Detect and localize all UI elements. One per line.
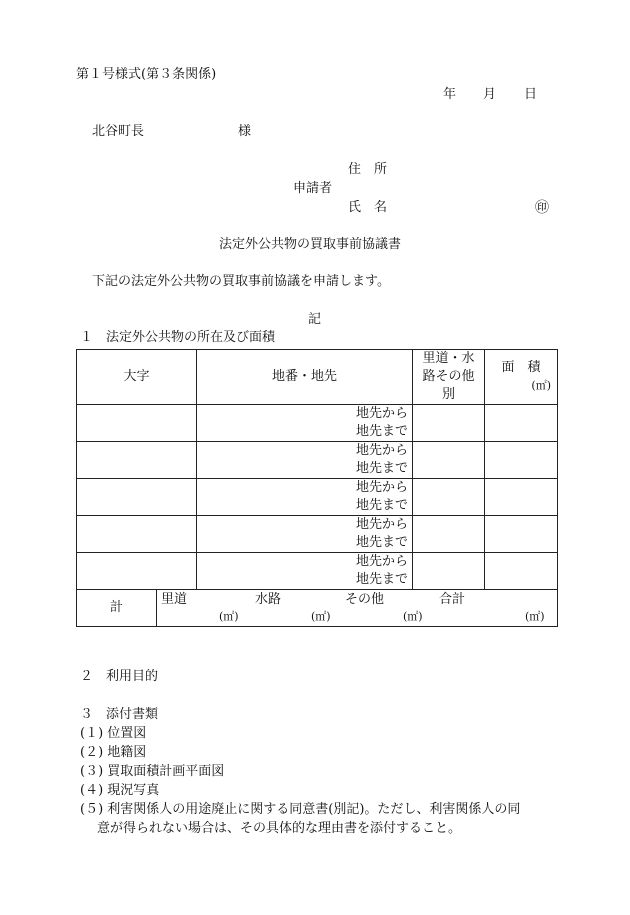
road-type-cell (413, 553, 485, 590)
applicant-label: 申請者 (293, 181, 333, 196)
area-unit: (㎡) (531, 379, 552, 392)
ki-label: 記 (308, 312, 322, 327)
document-intro: 下記の法定外公共物の買取事前協議を申請します。 (92, 274, 390, 289)
totals-satodo: 里道 (161, 592, 188, 607)
attachment-item: (１) 位置図 (80, 726, 147, 741)
table-row (77, 479, 558, 516)
chiban-cell (197, 479, 413, 516)
applicant-address-label: 住 所 (348, 162, 388, 177)
totals-suiro: 水路 (255, 592, 282, 607)
attachment-item: (２) 地籍図 (80, 745, 147, 760)
col-header-road-type (413, 350, 485, 405)
section2-heading: ２ 利用目的 (80, 669, 159, 684)
chiban-from: 地先から (356, 406, 409, 421)
addressee-name: 北谷町長 (92, 124, 145, 139)
section3-heading: ３ 添付書類 (80, 707, 159, 722)
chiban-cell (197, 442, 413, 479)
date-month: 月 (483, 87, 497, 102)
table-row (77, 405, 558, 442)
chiban-to: 地先まで (356, 498, 409, 513)
totals-cell (157, 590, 558, 627)
chiban-cell (197, 405, 413, 442)
totals-sonota: その他 (345, 592, 385, 607)
aza-cell (77, 479, 197, 516)
chiban-from: 地先から (356, 443, 409, 458)
road-type-cell (413, 516, 485, 553)
road-type-cell (413, 479, 485, 516)
aza-cell (77, 553, 197, 590)
area-cell (485, 479, 558, 516)
totals-sonota-unit: (㎡) (403, 610, 423, 623)
area-cell (485, 405, 558, 442)
attachment-item-continuation: 意が得られない場合は、その具体的な理由書を添付すること。 (97, 821, 462, 836)
section1-heading: １ 法定外公共物の所在及び面積 (80, 330, 276, 345)
totals-suiro-unit: (㎡) (311, 610, 331, 623)
addressee-honorific: 様 (238, 124, 252, 139)
attachment-item: (３) 買取面積計画平面図 (80, 764, 225, 779)
aza-cell (77, 516, 197, 553)
aza-cell (77, 442, 197, 479)
chiban-to: 地先まで (356, 535, 409, 550)
table-row (77, 442, 558, 479)
area-cell (485, 516, 558, 553)
chiban-to: 地先まで (356, 424, 409, 439)
area-cell (485, 442, 558, 479)
location-area-table (76, 349, 558, 627)
table-row (77, 553, 558, 590)
col-header-chiban: 地番・地先 (197, 350, 413, 405)
col-header-aza: 大字 (77, 350, 197, 405)
area-label: 面 積 (501, 360, 541, 375)
attachment-item: (５) 利害関係人の用途廃止に関する同意書(別記)。ただし、利害関係人の同 (80, 802, 521, 817)
totals-row (77, 590, 558, 627)
totals-satodo-unit: (㎡) (219, 610, 239, 623)
table-row (77, 516, 558, 553)
col-header-area (485, 350, 558, 405)
road-type-cell (413, 405, 485, 442)
totals-gokei: 合計 (439, 592, 466, 607)
document-title: 法定外公共物の買取事前協議書 (219, 237, 402, 252)
chiban-from: 地先から (356, 480, 409, 495)
date-day: 日 (524, 87, 538, 102)
totals-label: 計 (77, 590, 157, 627)
chiban-from: 地先から (356, 517, 409, 532)
road-type-line3: 別 (442, 387, 456, 402)
area-cell (485, 553, 558, 590)
chiban-cell (197, 553, 413, 590)
form-number: 第１号様式(第３条関係) (76, 67, 217, 82)
seal-mark: ㊞ (535, 200, 549, 216)
totals-gokei-unit: (㎡) (525, 610, 545, 623)
road-type-line2: 路その他 (422, 369, 475, 384)
date-year: 年 (443, 87, 457, 102)
attachment-item: (４) 現況写真 (80, 783, 160, 798)
road-type-cell (413, 442, 485, 479)
aza-cell (77, 405, 197, 442)
chiban-to: 地先まで (356, 572, 409, 587)
chiban-to: 地先まで (356, 461, 409, 476)
chiban-cell (197, 516, 413, 553)
applicant-name-label: 氏 名 (348, 200, 388, 215)
road-type-line1: 里道・水 (422, 351, 475, 366)
chiban-from: 地先から (356, 554, 409, 569)
